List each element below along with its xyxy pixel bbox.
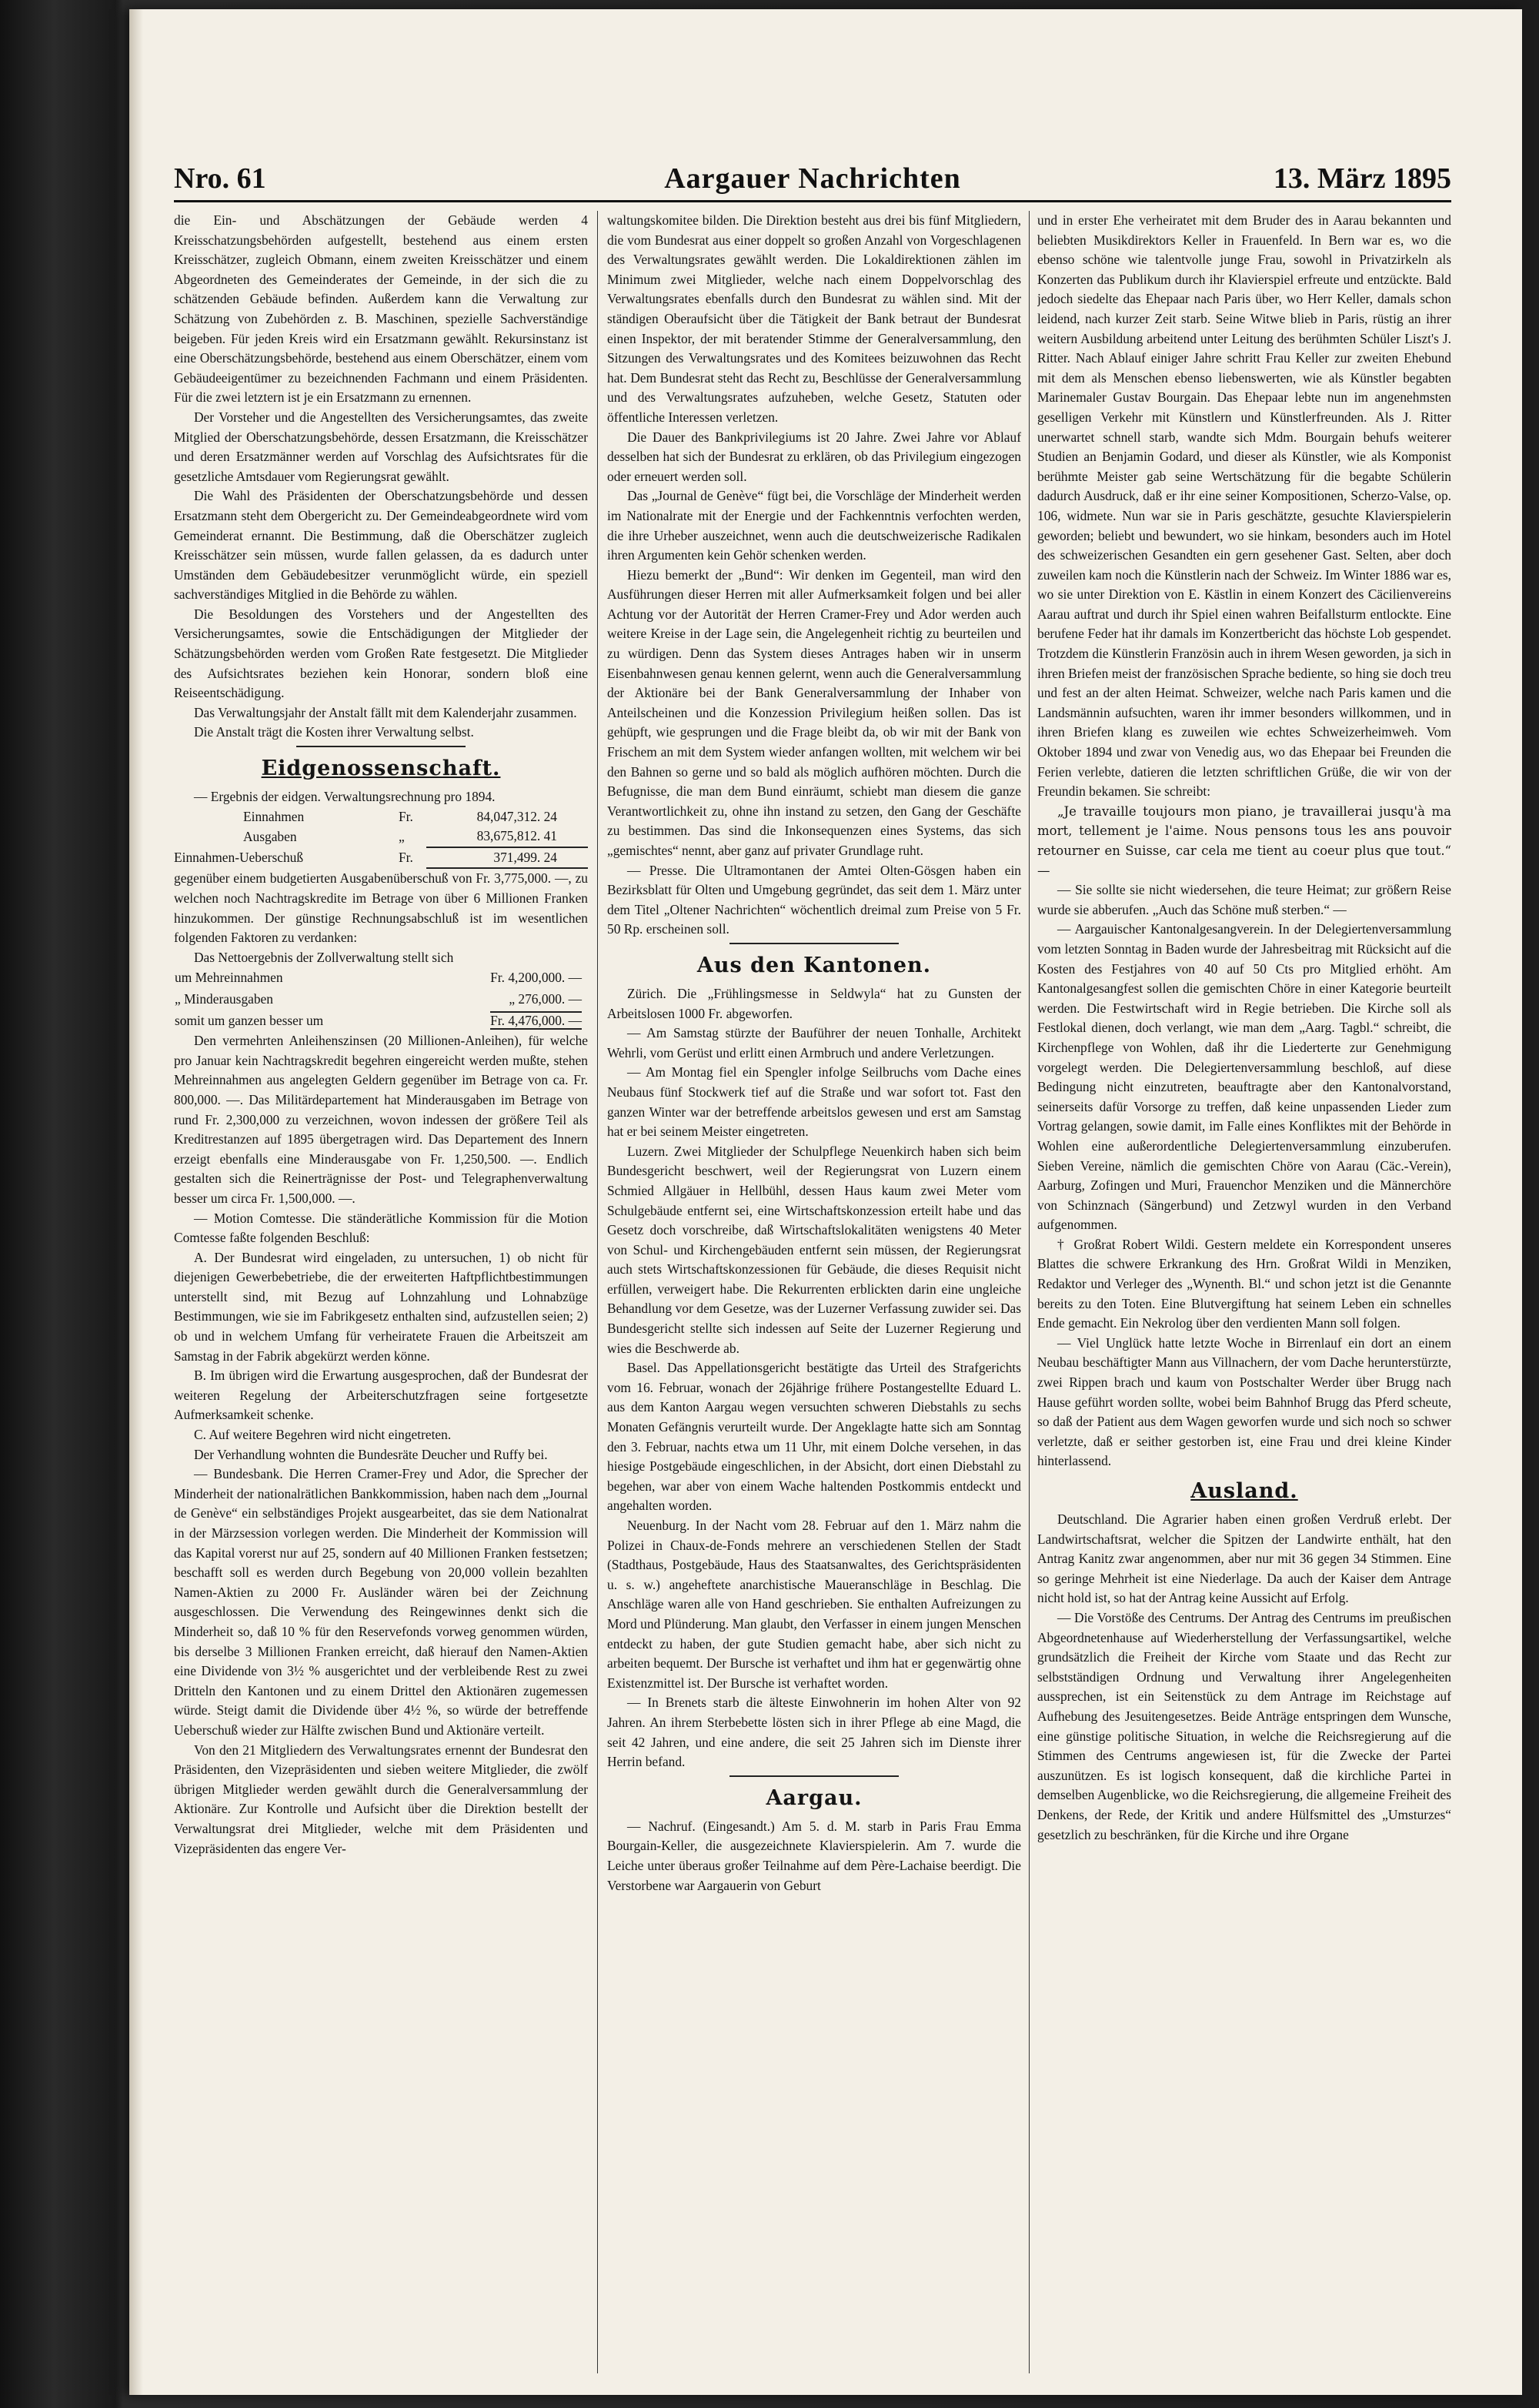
paragraph: Neuenburg. In der Nacht vom 28. Februar auf den 1. März nahm die Polizei in Chaux-de-Fonds mehrere an verschiedenen Stellen der Stadt (Stadthaus, Postgebäude, Haus des Staatsanwaltes, des Gerichtspräsidenten u. s. w.) angeheftete anarchistische Maueranschläge in Beschlag. Die Anschläge waren alle von Hand geschrieben. Sie enthalten Aufreizungen zu Mord und Plünderung. Man glaubt, den Verfasser in einem jungen Menschen entdeckt zu haben, der gute Studien gemacht habe, aber sich nicht zu arbeiten bequemt. Der Bursche ist verhaftet und ihm hat er gegenwärtig ohne Existenzmittel ist. Der Bursche ist verhaftet worden. bbox=[607, 1518, 1021, 1691]
paragraph: — Die Vorstöße des Centrums. Der Antrag des Centrums im preußischen Abgeordnetenhause auf Wiederherstellung der Verfassungsartikel, welche grundsätzlich die Freiheit der Kirche vom Staate und das Recht zur selbstständigen Ordnung und Verwaltung ihrer Angelegenheiten aussprechen, ist ein Seitenstück zu dem Antrage im Reichstage auf Aufhebung des Jesuitengesetzes. Beide Anträge entspringen dem Wunsche, eine günstige politische Situation, in welche die Reichsregierung auf die Stimmen des Centrums angewiesen ist, für die Zwecke der Partei auszunützen. Es ist logisch konsequent, daß die kirchliche Partei in demselben Augenblicke, wo die Reichsregierung, die allgemeine Freiheit des Denkens, der Rede, der Kritik und andere Hülfsmittel des „Umsturzes“ gesetzlich zu beschränken, für die Kirche und ihre Organe bbox=[1037, 1609, 1451, 1842]
column-3 bbox=[1037, 211, 1451, 2373]
divider bbox=[729, 1775, 899, 1777]
paragraph: — Viel Unglück hatte letzte Woche in Birrenlauf ein dort an einem Neubau beschäftigter Mann aus Villnachern, der vom Dache herunterstürzte, zwei Rippen brach und kaum von Postschalter Werder über Brugg nach Hause geführt worden sollte, wobei beim Bahnhof Brugg das Pferd scheute, so daß der Patient aus dem Wagen geworfen wurde und sich noch so schwer verletzte, daß er seither gestorben ist, eine Frau und drei kleine Kinder hinterlassend. bbox=[1037, 1334, 1451, 1469]
total-value: Fr. 4,476,000. — bbox=[490, 1012, 582, 1028]
column-2 bbox=[607, 211, 1021, 2373]
table-cell: Einnahmen-Ueberschuß bbox=[174, 849, 304, 865]
table-cell: Fr. bbox=[399, 808, 413, 824]
table-cell: Fr. bbox=[399, 849, 413, 865]
paragraph: waltungskomitee bilden. Die Direktion besteht aus drei bis fünf Mitgliedern, die vom Bundesrat aus einer doppelt so großen Anzahl von Vorgeschlagenen des Verwaltungsrates gewählt werden. Die Lokaldirektionen zählen im Minimum zwei Mitglieder, welche nach einem Doppelvorschlag des Verwaltungsrates ebenfalls durch den Bundesrat zu wählen sind. Mit der ständigen Oberaufsicht über die Tätigkeit der Bank betraut der Bundesrat einen Inspektor, der mit beratender Stimme der Generalversammlung, den Sitzungen des Verwaltungsrates und des Komitees beizuwohnen das Recht hat. Dem Bundesrat steht das Recht zu, Beschlüsse der Generalversammlung und des Verwaltungsrates aufzuheben, welche Gesetz, Statuten oder öffentliche Interessen verletzen. bbox=[607, 212, 1021, 425]
table-cell: Ausgaben bbox=[243, 828, 297, 844]
paragraph: Zürich. Die „Frühlingsmesse in Seldwyla“ hat zu Gunsten der Arbeitslosen 1000 Fr. abgeworfen. bbox=[607, 985, 1021, 1021]
paragraph: gegenüber einem budgetierten Ausgabenüberschuß von Fr. 3,775,000. —, zu welchen noch Nachtragskredite im Betrage von über 6 Millionen Franken hinzukommen. Der günstige Rechnungsabschluß ist im wesentlichen folgenden Faktoren zu verdanken: bbox=[174, 870, 588, 946]
table-cell: Fr. 4,200,000. — bbox=[490, 970, 582, 986]
french-quote: „Je travaille toujours mon piano, je travaillerai jusqu'à ma mort, tellement je l'aime. Nous pensons tous les ans pouvoir retourner en Suisse, car cela me tient au coeur plus que tout.“ — bbox=[1037, 803, 1451, 878]
paragraph: — Ergebnis der eidgen. Verwaltungsrechnung pro 1894. bbox=[194, 789, 496, 805]
paragraph: Die Dauer des Bankprivilegiums ist 20 Jahre. Zwei Jahre vor Ablauf desselben hat sich der Bundesrat zu erklären, ob das Privilegium eingezogen oder erneuert werden soll. bbox=[607, 429, 1021, 484]
paragraph: — Motion Comtesse. Die ständerätliche Kommission für die Motion Comtesse faßte folgenden Beschluß: bbox=[174, 1210, 588, 1246]
paragraph: Luzern. Zwei Mitglieder der Schulpflege Neuenkirch haben sich beim Bundesgericht beschwert, weil der Regierungsrat von Luzern einem Schmied Allgäuer in Hellbühl, dessen Haus kaum zwei Meter vom Schulgebäude entfernt sei, eine Wirtschaftskonzession erteilt habe und das Gesetz doch vorschreibe, daß Wirtschaftslokalitäten wenigstens 40 Meter von Schul- und Kirchengebäuden entfernt sein müssen, der Regierungsrat auch stets Wirtschaftskonzessionen für Gebäude, die dieses Requisit nicht erfüllen, verweigert habe. Die Rekurrenten erblickten darin eine ungleiche Behandlung vor dem Gesetze, was der Luzerner Verfassung zuwider sei. Das Bundesgericht stellte sich indessen auf Seite der Luzerner Regierung und wies die Beschwerde ab. bbox=[607, 1143, 1021, 1356]
table-row bbox=[174, 847, 588, 869]
table-row bbox=[174, 827, 588, 847]
paragraph: Basel. Das Appellationsgericht bestätigte das Urteil des Strafgerichts vom 16. Februar, wonach der 26jährige frühere Postangestellte Eduard L. aus dem Kanton Aargau wegen versuchten schweren Diebstahls zu sechs Monaten Gefängnis verurteilt wurde. Der Angeklagte hatte sich am Sonntag den 3. Februar, nachts etwa um 11 Uhr, mit einem Dolche versehen, in das hiesige Postgebäude eingeschlichen, in der Absicht, dort einen Diebstahl zu begehen, war aber von einem Wache haltenden Postkommis entdeckt und angehalten worden. bbox=[607, 1360, 1021, 1514]
table-cell: 371,499. 24 bbox=[426, 847, 588, 869]
budget-table bbox=[174, 967, 588, 1031]
page-gutter bbox=[129, 9, 143, 2395]
table-cell bbox=[466, 1010, 588, 1032]
paragraph: — Am Samstag stürzte der Bauführer der neuen Tonhalle, Architekt Wehrli, vom Gerüst und erlitt einen Armbruch und andere Verletzungen. bbox=[607, 1025, 1021, 1060]
paragraph: B. Im übrigen wird die Erwartung ausgesprochen, daß der Bundesrat der weiteren Regelung der Arbeiterschutzfragen seine fortgesetzte Aufmerksamkeit schenke. bbox=[174, 1368, 588, 1423]
page-header bbox=[174, 160, 1451, 202]
table-row bbox=[174, 967, 588, 989]
table-cell: „ Minderausgaben bbox=[175, 990, 273, 1007]
table-cell: um Mehreinnahmen bbox=[175, 970, 283, 986]
paragraph: — Nachruf. (Eingesandt.) Am 5. d. M. starb in Paris Frau Emma Bourgain-Keller, die ausgezeichnete Klavierspielerin. Am 7. wurde die Leiche unter überaus großer Teilnahme auf dem Père-Lachaise beerdigt. Die Verstorbene war Aargauerin von Geburt bbox=[607, 1818, 1021, 1893]
column-1 bbox=[174, 211, 588, 2373]
paragraph: — Sie sollte sie nicht wiedersehen, die teure Heimat; zur größern Reise wurde sie abberufen. „Auch das Schöne muß sterben.“ — bbox=[1037, 882, 1451, 917]
table-row bbox=[174, 807, 588, 827]
paragraph: A. Der Bundesrat wird eingeladen, zu untersuchen, 1) ob nicht für diejenigen Gewerbebetriebe, die der erweiterten Haftpflichtbestimmungen unterstellt sind, mit Bezug auf Lohnzahlung und Lohnabzüge Bestimmungen, wie sie im Fabrikgesetz enthalten sind, aufzustellen seien; 2) ob und in welchem Umfang für verheiratete Frauen die Arbeitszeit am Samstag in der Fabrik abgekürzt werden könne. bbox=[174, 1249, 588, 1364]
paragraph: Das Verwaltungsjahr der Anstalt fällt mit dem Kalenderjahr zusammen. bbox=[194, 704, 577, 720]
columns bbox=[174, 211, 1451, 2373]
issue-number: Nro. 61 bbox=[174, 162, 266, 195]
table-cell: 83,675,812. 41 bbox=[476, 828, 557, 844]
table-row bbox=[174, 1010, 588, 1032]
paragraph: C. Auf weitere Begehren wird nicht eingetreten. bbox=[194, 1427, 452, 1443]
section-heading: Aargau. bbox=[766, 1785, 863, 1810]
paragraph: — Am Montag fiel ein Spengler infolge Seilbruchs vom Dache eines Neubaus fünf Stockwerk tief auf die Straße und war sofort tot. Fast den ganzen Winter war der betreffende arbeitslos gewesen und erst am Samstag hat er bei seinem Meister eingetreten. bbox=[607, 1064, 1021, 1140]
section-heading: Ausland. bbox=[1190, 1479, 1298, 1503]
table-cell: „ bbox=[399, 828, 405, 844]
paragraph: — Aargauischer Kantonalgesangverein. In der Delegiertenversammlung vom letzten Sonntag in Baden wurde der Jahresbeitrag mit Rücksicht auf die Kosten des Festjahres von 40 auf 50 Cts pro Mitglied erhöht. Am Kantonalgesangfest sollen die gemischten Chöre in einer Kategorie beurteilt werden. Die Festwirtschaft wird in Regie betrieben. Die Kirche soll als Festlokal dienen, doch verlangt, wie man dem „Aarg. Tagbl.“ schreibt, die Kirchenpflege von Wohlen, daß ihr die Liederterte zur Genehmigung vorgelegt werden. Die Delegiertenversammlung beschloß, auf diese Bedingung nicht einzutreten, beauftragte aber den Kantonalvorstand, seinerseits dafür Vorsorge zu treffen, daß keine unpassenden Lieder zum Vortrag gelangen, sowie damit, im Falle eines Konfliktes mit der Behörde in Wohlen eine außerordentliche Delegiertenversammlung einzuberufen. Sieben Vereine, nämlich die gemischten Chöre von Aarau (Cäc.-Verein), Aarburg, Zofingen und Muri, Frauenchor Menziken und die Männerchöre von Schinznach (Sängerbund) und Zetzwyl wurden in den Verband aufgenommen. bbox=[1037, 921, 1451, 1233]
newspaper-page bbox=[129, 9, 1522, 2395]
section-heading: Eidgenossenschaft. bbox=[261, 756, 501, 781]
paragraph: Den vermehrten Anleihenszinsen (20 Millionen-Anleihen), für welche pro Januar kein Nachtragskredit begehren eingereicht werden mußte, stehen Mehreinnahmen aus angelegten Geldern gegenüber im Betrage von ca. Fr. 800,000. —. Das Militärdepartement hat Minderausgaben im Betrage von rund Fr. 2,300,000 zu verzeichnen, wovon indessen der größere Teil als Kreditrestanzen auf 1895 übergetragen wird. Das Departement des Innern erzeigt ebenfalls eine Minderausgabe von Fr. 1,250,500. —. Endlich gestalten sich die Reinerträgnisse der Post- und Telegraphenverwaltung besser um circa Fr. 1,500,000. —. bbox=[174, 1033, 588, 1206]
newspaper-title: Aargauer Nachrichten bbox=[664, 162, 961, 195]
paragraph: und in erster Ehe verheiratet mit dem Bruder des in Aarau bekannten und beliebten Musikdirektors Keller in Frauenfeld. In Bern war es, wo die ebenso schöne wie talentvolle junge Frau, sowohl in Privatzirkeln als Konzerten das Publikum durch ihr Klavierspiel erfreute und entzückte. Bald jedoch siedelte das Ehepaar nach Paris über, wo Herr Keller, damals schon leidend, nach kurzer Zeit starb. Seine Witwe blieb in Paris, rüstig an ihrer weitern Ausbildung arbeitend unter Leitung des berühmten Schüler Liszt's J. Ritter. Nach Ablauf einiger Jahre schritt Frau Keller zur zweiten Ehebund mit dem als Menschen ebenso liebenswerten, wie als Künstler begabten Marinemaler Gustav Bourgain. Das Ehepaar lebte nun im angenehmsten geselligen Verkehr mit Künstlern und Künstlerfreunden. Als J. Ritter unerwartet schnell starb, wandte sich Mdm. Bourgain behufs weiterer Studien an Benjamin Godard, und dieser als Künstler, wie als Komponist berühmte Meister gab seine Wertschätzung für die begabte Schülerin dadurch Ausdruck, daß er ihr eine seiner Kompositionen, Scherzo-Valse, op. 106, widmete. Nun war sie in Paris geschätzte, gesuchte Klavierspielerin geworden; beliebt und bewundert, wo sie hinkam, besonders auch im Hotel des schweizerischen Gesandten ein gern gesehener Gast. Selten, aber doch zuweilen kam noch die Künstlerin nach der Schweiz. Im Winter 1886 war es, wo sie unter Direktion von E. Kästlin in einem Konzert des Cäcilienvereins Aarau auftrat und durch ihr Spiel einen wahren Beifallsturm entlockte. Eine berufene Feder hat ihr damals im Konzertbericht das höchste Lob gespendet. Trotzdem die Künstlerin Französin auch in ihrem Wesen geworden, ja sich in ihren Briefen meist der französischen Sprache bediente, so hing sie doch treu und fest an der alten Heimat. Schweizer, welche nach Paris kamen und die Landsmännin aufsuchten, waren ihr immer besonders willkommen, und in ihren Briefen klang es zuweilen wie echtes Schweizerheimweh. Vom Oktober 1894 und zwar von Venedig aus, wo das Ehepaar bei Freunden die Ferien verlebte, datieren die letzten schriftlichen Grüße, die wir von der Freundin bekamen. Sie schreibt: bbox=[1037, 212, 1451, 800]
issue-date: 13. März 1895 bbox=[1273, 162, 1451, 195]
paragraph: die Ein- und Abschätzungen der Gebäude werden 4 Kreisschatzungsbehörden aufgestellt, bestehend aus einem ersten Kreisschätzer, zugleich Obmann, einem zweiten Kreisschätzer und einem Abgeordneten des Gemeinderates der Gemeinde, in der sich die zu schätzenden Gebäude befinden. Außerdem kann die Verwaltung zur Schätzung von Zubehörden z. B. Maschinen, spezielle Sachverständige beigeben. Für jeden Kreis wird ein Ersatzmann gewählt. Rekursinstanz ist eine Oberschätzungsbehörde, bestehend aus einem Oberschätzer, einem vom Gebäudeeigentümer zu bezeichnenden Fachmann und einem Präsidenten. Für die zwei letztern ist je ein Ersatzmann zu ernennen. bbox=[174, 212, 588, 406]
table-cell: Einnahmen bbox=[243, 808, 305, 824]
column-rule-2 bbox=[1029, 211, 1030, 2373]
paragraph: Die Besoldungen des Vorstehers und der Angestellten des Versicherungsamtes, sowie die Entschädigungen der Mitglieder der Schätzungsbehörden werden vom Großen Rate festgesetzt. Die Mitglieder des Aufsichtsrates beziehen kein Honorar, sondern bloß eine Reiseentschädigung. bbox=[174, 606, 588, 701]
paragraph: Das Nettoergebnis der Zollverwaltung stellt sich bbox=[194, 949, 454, 965]
table-row bbox=[174, 989, 588, 1010]
paragraph: Hiezu bemerkt der „Bund“: Wir denken im Gegenteil, man wird den Ausführungen dieser Herren mit aller Aufmerksamkeit folgen und bei aller Achtung vor der Autorität der Herren Cramer-Frey und Ador werden auch weitere Kreise in der Lage sein, die Angelegenheit richtig zu beurteilen und zu würdigen. Denn das System dieses Antrages haben wir in unserm Eisenbahnwesen genau kennen gelernt, wenn auch die Generalversammlung der Aktionäre bei der Bank Generalversammlung der Inhaber von Anteilscheinen und die Konzession Privilegium heißen sollen. Das ist gehüpft, wie gesprungen und die Frage bleibt da, ob wir mit der Bank von Frischem an mit dem System wieder anfangen wollten, mit welchem wir bei den Bahnen so gerne und so bald als möglich aufhören möchten. Durch die Befugnisse, die man dem Bund einräumt, schiebt man diesem die ganze Verantwortlichkeit zu, ohne ihn instand zu setzen, den Gang der Geschäfte zu bestimmen. Das sind die Inkonsequenzen eines Systems, das sich „gemischtes“ nennt, aber ganz auf privater Grundlage ruht. bbox=[607, 566, 1021, 858]
divider bbox=[729, 943, 899, 944]
paragraph: — Presse. Die Ultramontanen der Amtei Olten-Gösgen haben ein Bezirksblatt für Olten und Umgebung gegründet, das seit dem 1. März unter dem Titel „Oltener Nachrichten“ wöchentlich dreimal zum Preise von 5 Fr. 50 Rp. erscheinen soll. bbox=[607, 862, 1021, 937]
finance-table bbox=[174, 807, 588, 870]
table-cell: 84,047,312. 24 bbox=[476, 808, 557, 824]
table-cell: somit um ganzen besser um bbox=[175, 1012, 324, 1028]
divider bbox=[296, 746, 466, 747]
paragraph: Die Wahl des Präsidenten der Oberschatzungsbehörde und dessen Ersatzmann steht dem Obergericht zu. Der Gemeindeabgeordnete wird vom Gemeinderat ernannt. Die Bestimmung, daß die Oberschätzer zugleich Kreisschätzer sein müssen, wurde fallen gelassen, da es dadurch unter Umständen dem Gebäudebesitzer verunmöglicht würde, ein speziell sachverständiges Mitglied in die Behörde zu wählen. bbox=[174, 488, 588, 603]
paragraph: Der Verhandlung wohnten die Bundesräte Deucher und Ruffy bei. bbox=[194, 1446, 548, 1462]
paragraph: Deutschland. Die Agrarier haben einen großen Verdruß erlebt. Der Landwirtschaftsrat, welcher die Spitzen der Landwirte enthält, hat den Antrag Kanitz zwar angenommen, aber nur mit 36 gegen 34 Stimmen. Eine so geringe Mehrheit ist eine Niederlage. Da auch der Kaiser dem Antrage nicht hold ist, so hat der Antrag keine Aussicht auf Erfolg. bbox=[1037, 1511, 1451, 1606]
paragraph: — Bundesbank. Die Herren Cramer-Frey und Ador, die Sprecher der Minderheit der nationalrätlichen Bankkommission, haben nach dem „Journal de Genève“ ein selbständiges Projekt ausgearbeitet, das sie dem Nationalrat in der Märzsession vorlegen werden. Die Minderheit der Kommission will das Kapital vorerst nur auf 25, sondern auf 40 Millionen Franken festsetzen; beschafft soll es werden durch Begebung von 20,000 vollein bezahlten Namen-Aktien zu 2000 Fr. Ausländer wären bei der Zeichnung ausgeschlossen. Die Verwendung des Reingewinnes denkt sich die Minderheit so, daß 10 % für den Reservefonds vorweg genommen würden, bis derselbe 3 Millionen Franken erreicht, daß hierauf den Namen-Aktien eine Dividende von 3½ % ausgerichtet und der verbleibende Rest zu zwei Dritteln den Kantonen und zu einem Drittel den Aktionären zugemessen würde. Steigt damit die Dividende über 4½ %, so würde der betreffende Ueberschuß wieder zur Hälfte zwischen Bund und Aktionäre verteilt. bbox=[174, 1466, 588, 1738]
paragraph: Das „Journal de Genève“ fügt bei, die Vorschläge der Minderheit werden im Nationalrate mit der Energie und der Fachkenntnis verfochten werden, die ihre Urheber auszeichnet, wenn auch die deutschweizerische Radikalen ihren Argumenten kein Gehör schenken werden. bbox=[607, 488, 1021, 563]
paragraph: — In Brenets starb die älteste Einwohnerin im hohen Alter von 92 Jahren. An ihrem Sterbebette lösten sich in ihrer Pflege ab eine Magd, die seit 42 Jahren, und eine andere, die seit 25 Jahren sich im Dienste ihrer Herrin befand. bbox=[607, 1695, 1021, 1770]
table-cell: „ 276,000. — bbox=[509, 990, 582, 1007]
paragraph: Die Anstalt trägt die Kosten ihrer Verwaltung selbst. bbox=[194, 724, 474, 740]
paragraph: Von den 21 Mitgliedern des Verwaltungsrates ernennt der Bundesrat den Präsidenten, den Vizepräsidenten und sieben weitere Mitglieder, die zwölf übrigen Mitglieder werden gewählt durch die Generalversammlung der Aktionäre. Zur Kontrolle und Aufsicht über die Direktion bestellt der Verwaltungsrat drei Mitglieder, welche mit dem Präsidenten und Vizepräsidenten das engere Ver- bbox=[174, 1742, 588, 1856]
paragraph: Der Vorsteher und die Angestellten des Versicherungsamtes, das zweite Mitglied der Oberschatzungsbehörde, dessen Ersatzmann, die Kreisschätzer und deren Ersatzmänner werden auf Vorschlag des Aufsichtsrates für die gesetzliche Amtsdauer vom Regierungsrat gewählt. bbox=[174, 409, 588, 484]
section-heading: Aus den Kantonen. bbox=[696, 953, 932, 977]
column-rule-1 bbox=[597, 211, 598, 2373]
paragraph: † Großrat Robert Wildi. Gestern meldete ein Korrespondent unseres Blattes die schwere Erkrankung des Hrn. Großrat Wildi in Menziken, Redaktor und Verleger des „Wynenth. Bl.“ und schon jetzt ist die Genannte bereits zu den Toten. Eine Blutvergiftung hat seinem Leben ein schnelles Ende gemacht. Ein Nekrolog über den verdienten Mann soll folgen. bbox=[1037, 1236, 1451, 1331]
